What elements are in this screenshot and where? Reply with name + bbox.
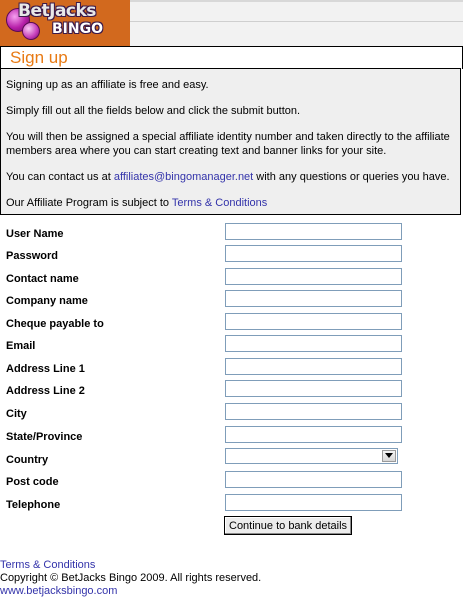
country-select[interactable] — [225, 448, 398, 464]
label-address-line-2: Address Line 2 — [6, 385, 85, 397]
contact-email-link[interactable]: affiliates@bingomanager.net — [113, 171, 254, 183]
continue-to-bank-details-button[interactable]: Continue to bank details — [224, 516, 352, 535]
intro-line-terms — [6, 196, 458, 210]
label-state-province: State/Province — [6, 431, 83, 443]
state-province-input[interactable] — [225, 426, 402, 443]
address-line-1-input[interactable] — [225, 358, 402, 375]
copyright-text: Copyright © BetJacks Bingo 2009. All rights reserved. — [0, 572, 262, 584]
intro-line-assignment: You will then be assigned a special affiliate identity number and taken directly to the affiliate members area where you can start creating text and banner links for your site. — [6, 131, 450, 157]
contact-prefix: You can contact us at — [6, 171, 114, 183]
chevron-down-icon[interactable] — [382, 450, 396, 462]
intro-line-contact — [6, 170, 458, 184]
password-input[interactable] — [225, 245, 402, 262]
label-company-name: Company name — [6, 295, 88, 307]
cheque-payable-input[interactable] — [225, 313, 402, 330]
terms-prefix: Our Affiliate Program is subject to — [6, 197, 172, 209]
intro-box — [0, 68, 461, 215]
label-password: Password — [6, 250, 58, 262]
contact-suffix: with any questions or queries you have. — [253, 171, 450, 183]
user-name-input[interactable] — [225, 223, 402, 240]
label-city: City — [6, 408, 27, 420]
label-email: Email — [6, 340, 36, 352]
label-contact-name: Contact name — [6, 273, 79, 285]
footer — [0, 559, 261, 598]
label-user-name: User Name — [6, 228, 64, 240]
intro-line-instructions: Simply fill out all the fields below and click the submit button. — [6, 105, 301, 117]
header — [0, 0, 463, 46]
email-input[interactable] — [225, 335, 402, 352]
post-code-input[interactable] — [225, 471, 402, 488]
telephone-input[interactable] — [225, 494, 402, 511]
contact-name-input[interactable] — [225, 268, 402, 285]
page-title-bar — [0, 46, 463, 69]
bingo-ball-small-icon — [22, 22, 40, 40]
company-name-input[interactable] — [225, 290, 402, 307]
site-logo[interactable] — [0, 0, 130, 46]
logo-text-bottom: BINGO — [52, 21, 103, 37]
label-post-code: Post code — [6, 476, 59, 488]
label-cheque-payable: Cheque payable to — [6, 318, 104, 330]
city-input[interactable] — [225, 403, 402, 420]
site-url-link[interactable]: www.betjacksbingo.com — [0, 585, 118, 597]
logo-text-top: BetJacks — [18, 1, 96, 21]
header-divider — [130, 21, 463, 22]
footer-terms-link[interactable]: Terms & Conditions — [0, 559, 96, 571]
page-title: Sign up — [10, 48, 68, 67]
address-line-2-input[interactable] — [225, 380, 402, 397]
label-address-line-1: Address Line 1 — [6, 363, 85, 375]
intro-terms-link[interactable]: Terms & Conditions — [171, 197, 268, 209]
label-telephone: Telephone — [6, 499, 61, 511]
intro-line-free: Signing up as an affiliate is free and easy. — [6, 79, 209, 91]
label-country: Country — [6, 454, 49, 466]
